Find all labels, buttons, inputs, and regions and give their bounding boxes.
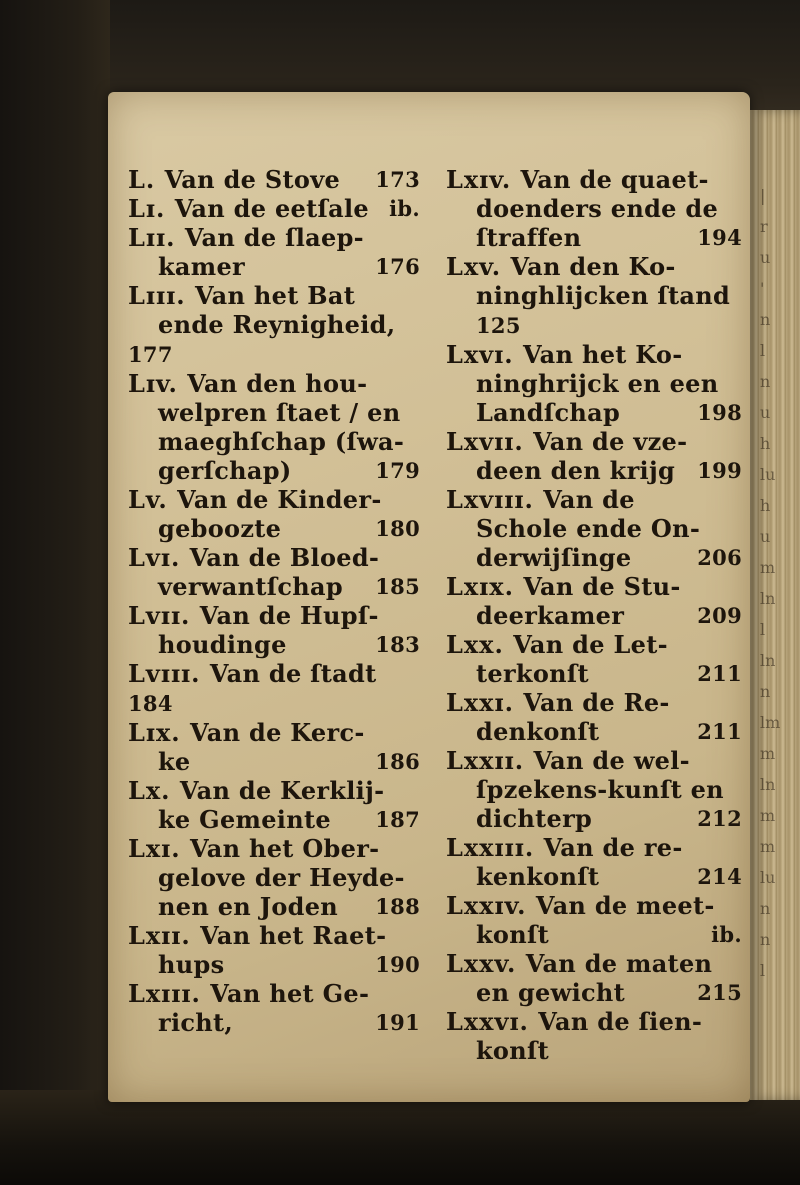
chapter-title: richt, [158,1008,234,1037]
toc-entry [446,630,750,688]
toc-entry [128,543,428,601]
chapter-title: Van de Let- [513,630,668,659]
page-number: 185 [375,574,420,599]
toc-line [128,892,428,921]
chapter-title: ende Reynigheid, [158,310,396,339]
edge-glyph: ln [760,589,776,608]
page-number: 186 [375,749,420,774]
toc-line [446,775,750,804]
chapter-number: Lxvɪ. [446,340,523,369]
toc-line [446,456,750,485]
edge-glyph: m [760,558,776,577]
toc-line [128,1008,428,1037]
toc-line [446,746,750,775]
chapter-title: ſpzekens-kunſt en [476,775,724,804]
toc-line [128,485,428,514]
toc-line [128,165,428,194]
toc-line [128,805,428,834]
chapter-title: kenkonſt [476,862,600,891]
toc-entry [128,659,428,718]
toc-line [446,340,750,369]
toc-line [446,252,750,281]
chapter-title: Van het Ko- [522,340,683,369]
chapter-title: nen en Joden [158,892,339,921]
chapter-title: Van de ſien- [538,1007,703,1036]
chapter-title: denkonſt [476,717,600,746]
edge-glyph: u [760,248,771,267]
toc-entry [446,340,750,427]
chapter-title: verwantſchap [158,572,343,601]
toc-entry [128,223,428,281]
page-number: 215 [697,980,742,1005]
page-number: 198 [697,400,742,425]
toc-line [128,776,428,805]
chapter-title: Van de Kerc- [190,718,365,747]
chapter-number: L. [128,165,165,194]
edge-glyph: n [760,310,771,329]
table-of-contents-left-column [128,165,428,1037]
toc-line [128,834,428,863]
page-number: 211 [697,661,742,686]
chapter-number: Lɪɪ. [128,223,185,252]
chapter-title: gerſchap) [158,456,292,485]
chapter-title: Van het Raet- [200,921,387,950]
toc-line [446,543,750,572]
chapter-title: ke [158,747,191,776]
chapter-number: Lxxɪ. [446,688,524,717]
edge-glyph: r [760,217,768,236]
table-of-contents-right-column [446,165,750,1065]
chapter-title: Van de Re- [523,688,670,717]
edge-glyph: m [760,806,776,825]
chapter-title: hups [158,950,225,979]
toc-entry [128,165,428,194]
toc-line [446,601,750,630]
toc-line [128,601,428,630]
page-number: 214 [697,864,742,889]
edge-glyph: n [760,372,771,391]
chapter-title: Van het Ober- [190,834,380,863]
toc-line [446,310,750,340]
chapter-title: ninghlijcken ſtand [476,281,731,310]
facing-page-text-fragments [760,180,796,1000]
chapter-title: Van de eetſale [174,194,369,223]
chapter-number: Lv. [128,485,178,514]
chapter-title: derwijſinge [476,543,632,572]
chapter-title: Van de Bloed- [189,543,380,572]
toc-entry [128,921,428,979]
edge-glyph: n [760,899,771,918]
chapter-title: doenders ende de [476,194,719,223]
page-number: 184 [128,691,173,716]
edge-glyph: l [760,341,766,360]
chapter-title: ninghrijck en een [476,369,719,398]
background-bottom [0,1090,800,1185]
toc-line [446,514,750,543]
toc-line [128,427,428,456]
chapter-number: Lxxvɪ. [446,1007,539,1036]
chapter-number: Lɪ. [128,194,175,223]
toc-line [128,921,428,950]
toc-entry [446,485,750,572]
chapter-title: ſtraffen [476,223,582,252]
page-number: 206 [697,545,742,570]
chapter-title: Van de Stove [164,165,341,194]
toc-line [128,863,428,892]
toc-line [128,659,428,688]
edge-glyph: n [760,930,771,949]
toc-entry [446,949,750,1007]
page-number: 179 [375,458,420,483]
chapter-title: Van de Stu- [523,572,681,601]
edge-glyph: m [760,837,776,856]
toc-line [446,572,750,601]
toc-line [128,543,428,572]
toc-entry [128,776,428,834]
edge-glyph: ' [760,279,765,298]
chapter-number: Lxɪɪɪ. [128,979,211,1008]
toc-line [128,252,428,281]
toc-line [128,979,428,1008]
chapter-title: konſt [476,1036,549,1065]
toc-line [128,398,428,427]
page-number: 191 [375,1010,420,1035]
chapter-title: dichterp [476,804,593,833]
toc-line [446,281,750,310]
page-number: 209 [697,603,742,628]
toc-line [446,920,750,949]
chapter-title: gelove der Heyde- [158,863,405,892]
page-number: 183 [375,632,420,657]
chapter-title: Van den hou- [187,369,368,398]
toc-entry [128,834,428,921]
toc-line [128,572,428,601]
toc-line [446,194,750,223]
toc-line [446,949,750,978]
edge-glyph: n [760,682,771,701]
toc-entry [446,427,750,485]
toc-entry [446,688,750,746]
chapter-number: Lxxɪv. [446,891,536,920]
toc-entry [128,369,428,485]
chapter-title: Van de meet- [535,891,715,920]
page-number: ib. [389,196,420,221]
toc-line [128,194,428,223]
edge-glyph: m [760,744,776,763]
page-number: 211 [697,719,742,744]
toc-entry [128,281,428,369]
chapter-title: deen den krijg [476,456,676,485]
page-number: 199 [697,458,742,483]
toc-line [128,223,428,252]
chapter-number: Lxvɪɪɪ. [446,485,544,514]
toc-line [446,485,750,514]
edge-glyph: ln [760,775,776,794]
chapter-number: Lxv. [446,252,511,281]
chapter-title: Van de Kerklij- [179,776,385,805]
chapter-title: welpren ſtaet / en [158,398,401,427]
page-number: 212 [697,806,742,831]
chapter-title: kamer [158,252,245,281]
chapter-title: ke Gemeinte [158,805,331,834]
page-number: 173 [375,167,420,192]
chapter-title: Van de Kinder- [177,485,382,514]
toc-line [128,310,428,339]
toc-entry [128,194,428,223]
toc-line [446,891,750,920]
toc-entry [446,1007,750,1065]
page-number: 180 [375,516,420,541]
toc-line [128,281,428,310]
toc-line [446,833,750,862]
chapter-title: Van de maten [525,949,713,978]
chapter-title: Van de vze- [533,427,688,456]
chapter-title: Van het Ge- [210,979,370,1008]
chapter-number: Lvɪɪɪ. [128,659,210,688]
chapter-number: Lɪv. [128,369,188,398]
chapter-number: Lxɪx. [446,572,524,601]
toc-line [128,514,428,543]
chapter-title: Van de ſlaep- [184,223,364,252]
chapter-title: Van de Hupſ- [199,601,379,630]
chapter-number: Lvɪ. [128,543,190,572]
chapter-title: Van de [543,485,635,514]
chapter-number: Lxx. [446,630,514,659]
toc-line [446,1036,750,1065]
chapter-number: Lxxv. [446,949,526,978]
edge-glyph: ln [760,651,776,670]
chapter-title: houdinge [158,630,287,659]
toc-line [128,688,428,718]
edge-glyph: lu [760,465,776,484]
toc-line [128,369,428,398]
toc-line [128,339,428,369]
chapter-number: Lxɪv. [446,165,521,194]
toc-line [446,717,750,746]
toc-line [446,223,750,252]
chapter-number: Lɪɪɪ. [128,281,195,310]
toc-line [128,630,428,659]
chapter-title: en gewicht [476,978,626,1007]
chapter-title: Van de wel- [533,746,690,775]
toc-line [446,630,750,659]
toc-line [446,804,750,833]
page-number: ib. [711,922,742,947]
toc-entry [446,165,750,252]
toc-line [128,456,428,485]
chapter-number: Lxvɪɪ. [446,427,534,456]
chapter-number: Lx. [128,776,180,805]
chapter-title: Van het Bat [194,281,356,310]
toc-line [446,1007,750,1036]
edge-glyph: h [760,496,771,515]
page-number: 188 [375,894,420,919]
edge-glyph: h [760,434,771,453]
edge-glyph: u [760,527,771,546]
chapter-title: Van den Ko- [510,252,676,281]
chapter-number: Lɪx. [128,718,191,747]
toc-line [446,369,750,398]
toc-line [446,978,750,1007]
chapter-number: Lxxɪɪ. [446,746,534,775]
toc-line [128,747,428,776]
toc-entry [128,718,428,776]
page-number: 176 [375,254,420,279]
page-number: 125 [476,313,521,338]
edge-glyph: lm [760,713,781,732]
page-number: 187 [375,807,420,832]
toc-line [446,398,750,427]
edge-glyph: lu [760,868,776,887]
chapter-title: terkonſt [476,659,589,688]
toc-entry [128,485,428,543]
toc-entry [446,833,750,891]
toc-entry [446,252,750,340]
toc-line [128,950,428,979]
chapter-number: Lxɪ. [128,834,191,863]
edge-glyph: | [760,186,766,205]
chapter-number: Lxɪɪ. [128,921,201,950]
edge-glyph: l [760,961,766,980]
toc-entry [128,601,428,659]
toc-entry [446,572,750,630]
background-left [0,0,110,1185]
chapter-title: Van de quaet- [520,165,709,194]
toc-entry [446,891,750,949]
chapter-number: Lxxɪɪɪ. [446,833,544,862]
chapter-title: Schole ende On- [476,514,701,543]
chapter-title: deerkamer [476,601,625,630]
toc-entry [446,746,750,833]
toc-line [446,659,750,688]
chapter-title: Van de ſtadt [209,659,377,688]
page-number: 177 [128,342,173,367]
chapter-title: Van de re- [543,833,683,862]
page-number: 190 [375,952,420,977]
chapter-title: maeghſchap (ſwa- [158,427,405,456]
toc-entry [128,979,428,1037]
chapter-title: konſt [476,920,549,949]
edge-glyph: l [760,620,766,639]
chapter-number: Lvɪɪ. [128,601,200,630]
toc-line [446,427,750,456]
page-number: 194 [697,225,742,250]
chapter-title: Landſchap [476,398,621,427]
toc-line [446,862,750,891]
toc-line [446,688,750,717]
toc-line [128,718,428,747]
toc-line [446,165,750,194]
chapter-title: geboozte [158,514,282,543]
edge-glyph: u [760,403,771,422]
